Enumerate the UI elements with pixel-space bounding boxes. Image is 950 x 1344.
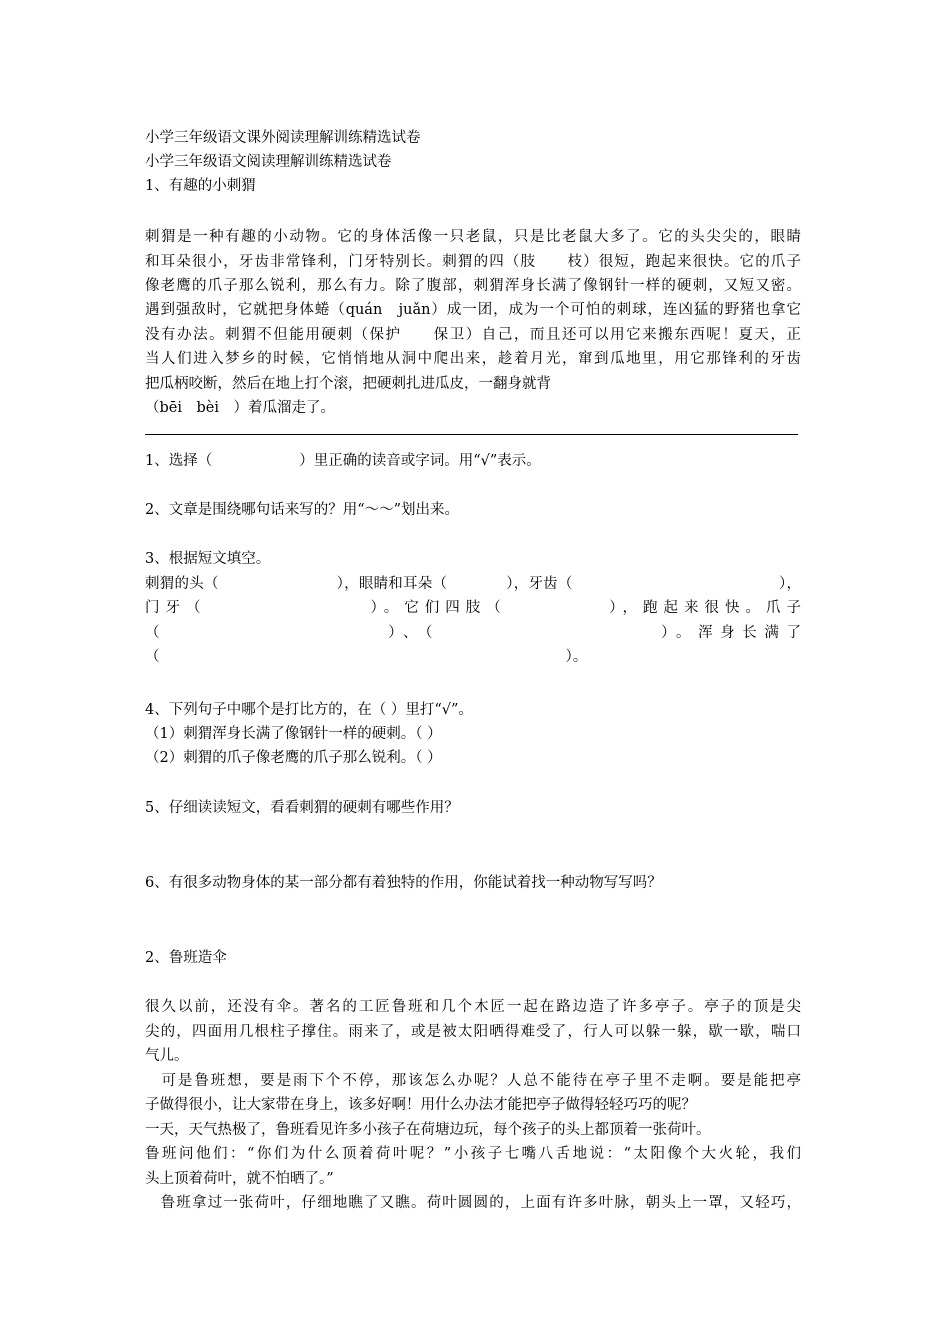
section2-passage-line: 可是鲁班想，要是雨下个不停，那该怎么办呢？人总不能待在亭子里不走啊。要是能把亭 xyxy=(145,1073,801,1089)
section1-passage-line: 把瓜柄咬断，然后在地上打个滚，把硬刺扎进瓜皮，一翻身就背 xyxy=(145,376,551,392)
question-4-option: （1）刺猬浑身长满了像钢针一样的硬刺。（ ） xyxy=(145,726,442,742)
section2-passage-line: 鲁班拿过一张荷叶，仔细地瞧了又瞧。荷叶圆圆的，上面有许多叶脉，朝头上一罩，又轻巧， xyxy=(145,1195,801,1211)
question-4-option: （2）刺猬的爪子像老鹰的爪子那么锐利。（ ） xyxy=(145,750,442,766)
section1-passage-line: 遇到强敌时，它就把身体蜷（quán juǎn）成一团，成为一个可怕的刺球，连凶猛的野猪也拿它 xyxy=(145,302,801,318)
section2-passage-line: 尖的，四面用几根柱子撑住。雨来了，或是被太阳晒得难受了，行人可以躲一躲，歇一歇，喘口 xyxy=(145,1024,801,1040)
question-3-prompt: 3、根据短文填空。 xyxy=(145,551,271,567)
section1-passage-line: 没有办法。刺猬不但能用硬刺（保护 保卫）自己，而且还可以用它来搬东西呢！夏天，正 xyxy=(145,327,801,343)
section2-passage-line: 气儿。 xyxy=(145,1048,189,1064)
question-3-fill-line: （ ）、（ ）。浑身长满了 xyxy=(145,625,801,641)
section1-passage-line: 像老鹰的爪子那么锐利，那么有力。除了腹部，刺猬浑身长满了像钢针一样的硬刺，又短又密。 xyxy=(145,278,801,294)
section2-passage-line: 头上顶着荷叶，就不怕晒了。” xyxy=(145,1171,334,1187)
section2-passage-line: 很久以前，还没有伞。著名的工匠鲁班和几个木匠一起在路边造了许多亭子。亭子的顶是尖 xyxy=(145,999,801,1015)
section2-passage-line: 一天，天气热极了，鲁班看见许多小孩子在荷塘边玩，每个孩子的头上都顶着一张荷叶。 xyxy=(145,1122,711,1138)
question-1: 1、选择（ ）里正确的读音或字词。用“√”表示。 xyxy=(145,453,541,469)
question-4-prompt: 4、下列句子中哪个是打比方的，在（ ）里打“√”。 xyxy=(145,702,473,718)
question-3-fill-line: 门牙（ ）。它们四肢（ ），跑起来很快。爪子 xyxy=(145,600,801,616)
section2-heading: 2、鲁班造伞 xyxy=(145,950,227,966)
document-subtitle: 小学三年级语文阅读理解训练精选试卷 xyxy=(145,154,392,170)
section1-passage-line: （bēi bèi ）着瓜溜走了。 xyxy=(145,400,336,416)
section2-passage-line: 鲁班问他们：“你们为什么顶着荷叶呢？”小孩子七嘴八舌地说：“太阳像个大火轮，我们 xyxy=(145,1146,801,1162)
question-6: 6、有很多动物身体的某一部分都有着独特的作用，你能试着找一种动物写写吗？ xyxy=(145,875,662,891)
section1-passage-line: 刺猬是一种有趣的小动物。它的身体活像一只老鼠，只是比老鼠大多了。它的头尖尖的，眼睛 xyxy=(145,229,801,245)
horizontal-rule xyxy=(145,434,798,435)
question-3-fill-line: （ ）。 xyxy=(145,649,588,665)
section1-heading: 1、有趣的小刺猬 xyxy=(145,178,256,194)
section1-passage-line: 和耳朵很小，牙齿非常锋利，门牙特别长。刺猬的四（肢 枝）很短，跑起来很快。它的爪子 xyxy=(145,254,801,270)
question-3-fill-line: 刺猬的头（ ），眼睛和耳朵（ ），牙齿（ ）， xyxy=(145,576,801,592)
document-title: 小学三年级语文课外阅读理解训练精选试卷 xyxy=(145,130,421,146)
question-5: 5、仔细读读短文，看看刺猬的硬刺有哪些作用？ xyxy=(145,800,459,816)
section1-passage-line: 当人们进入梦乡的时候，它悄悄地从洞中爬出来，趁着月光，窜到瓜地里，用它那锋利的牙齿 xyxy=(145,351,801,367)
section2-passage-line: 子做得很小，让大家带在身上，该多好啊！用什么办法才能把亭子做得轻轻巧巧的呢？ xyxy=(145,1097,696,1113)
question-2: 2、文章是围绕哪句话来写的？用“～～”划出来。 xyxy=(145,502,460,518)
